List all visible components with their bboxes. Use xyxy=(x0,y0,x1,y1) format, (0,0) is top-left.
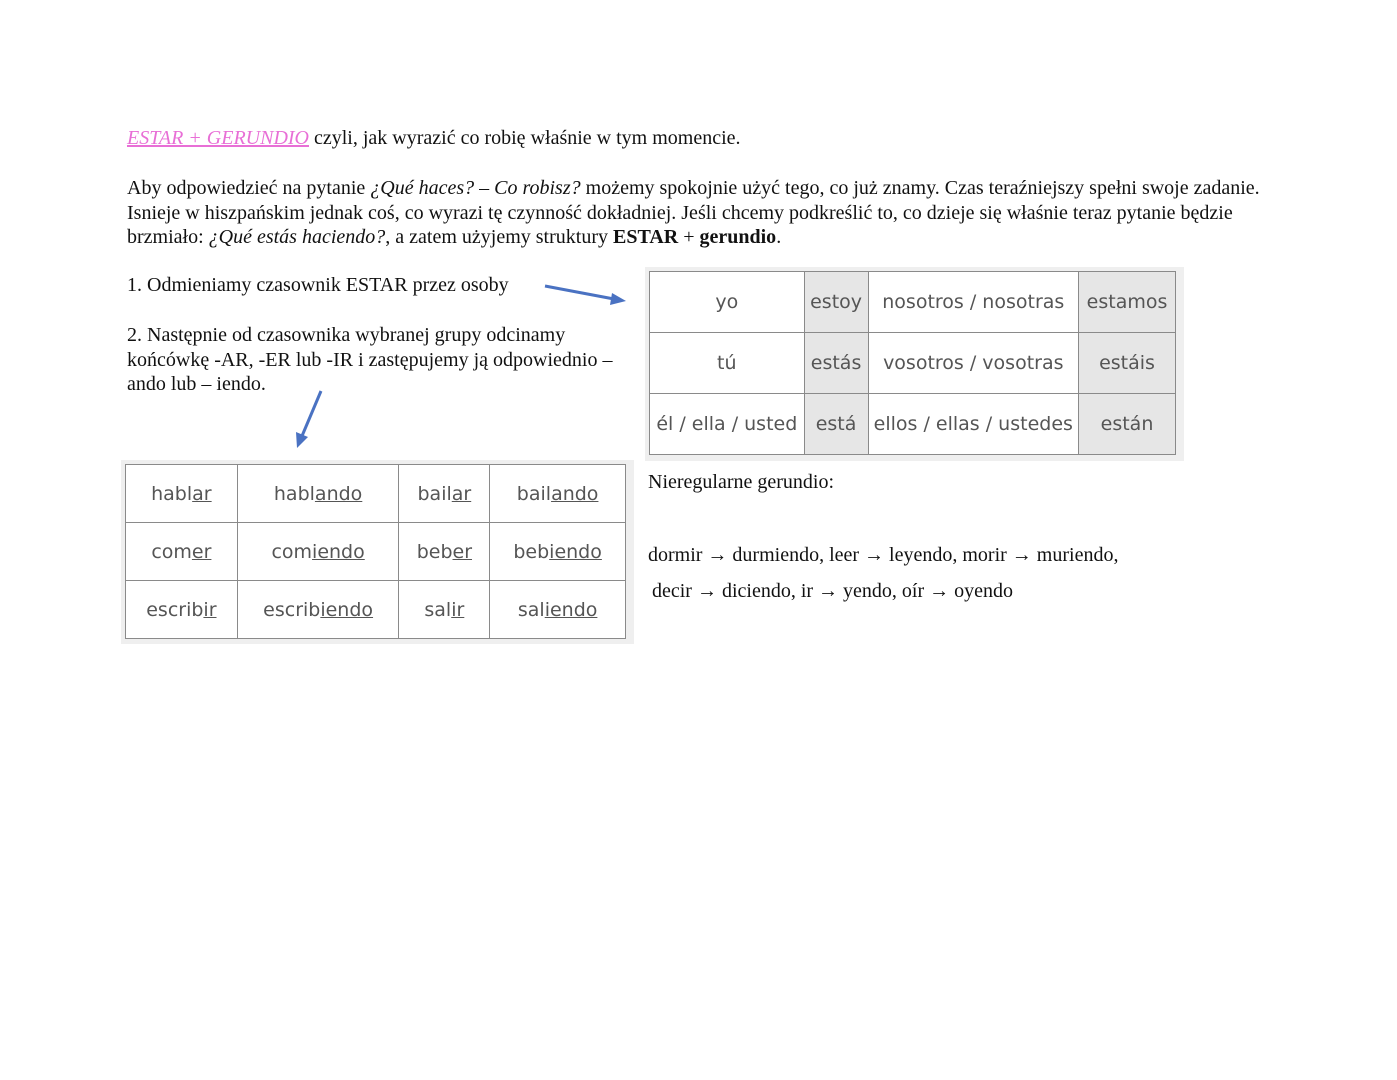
verb-stem: escrib xyxy=(263,598,321,621)
form-plural-cell: estáis xyxy=(1079,333,1176,394)
verb-ending: er xyxy=(191,540,212,563)
gerund-cell xyxy=(237,465,399,523)
pronoun-plural-cell: vosotros / vosotras xyxy=(868,333,1078,394)
intro-text-3: , a zatem użyjemy struktury xyxy=(385,226,613,248)
step-2: 2. Następnie od czasownika wybranej grupy odcinamy końcówkę -AR, -ER lub -IR i zastępujemy ją odpowiednio – ando lub – iendo. xyxy=(127,324,613,395)
irregular-line-1: dormir → durmiendo, leer → leyendo, morir → muriendo, xyxy=(648,544,1119,566)
estar-conjugation-table xyxy=(645,267,1184,461)
verb-ending: ir xyxy=(203,598,217,621)
verb-ending: iendo xyxy=(320,598,374,621)
question-2: ¿Qué estás haciendo? xyxy=(208,226,386,248)
verb-stem: habl xyxy=(151,482,193,505)
gerund-verbs-table xyxy=(121,460,634,644)
verb-stem: com xyxy=(151,540,192,563)
verb-stem: habl xyxy=(273,482,315,505)
gerund-cell xyxy=(237,581,399,639)
gerund-cell xyxy=(490,581,626,639)
infinitive-cell xyxy=(126,523,238,581)
verb-stem: beb xyxy=(513,540,550,563)
infinitive-cell xyxy=(126,465,238,523)
gerund-cell xyxy=(490,465,626,523)
infinitive-cell xyxy=(399,523,490,581)
irregular-title: Nieregularne gerundio: xyxy=(648,471,835,493)
bold-estar: ESTAR xyxy=(613,226,679,248)
verb-stem: beb xyxy=(416,540,453,563)
form-singular-cell: estoy xyxy=(804,272,868,333)
verb-ending: ando xyxy=(551,482,599,505)
verb-row xyxy=(126,581,626,639)
intro-text-5: . xyxy=(776,226,782,248)
intro-paragraph xyxy=(127,176,1277,250)
arrow-down-icon xyxy=(290,386,330,452)
form-plural-cell: están xyxy=(1079,394,1176,455)
question-1: ¿Qué haces? – Co robisz? xyxy=(370,177,581,199)
verb-stem: bail xyxy=(417,482,452,505)
irregular-line-2: decir → diciendo, ir → yendo, oír → oyendo xyxy=(652,580,1014,602)
verb-ending: iendo xyxy=(544,598,598,621)
conjugation-row xyxy=(650,272,1176,333)
verb-stem: sal xyxy=(424,598,452,621)
pronoun-singular-cell: tú xyxy=(650,333,805,394)
pronoun-plural-cell: ellos / ellas / ustedes xyxy=(868,394,1078,455)
title-link[interactable]: ESTAR + GERUNDIO xyxy=(127,127,309,149)
pronoun-plural-cell: nosotros / nosotras xyxy=(868,272,1078,333)
verb-stem: escrib xyxy=(146,598,204,621)
verb-stem: sal xyxy=(517,598,545,621)
gerund-cell xyxy=(490,523,626,581)
verb-ending: ando xyxy=(314,482,363,505)
verb-row xyxy=(126,465,626,523)
conjugation-row xyxy=(650,394,1176,455)
pronoun-singular-cell: él / ella / usted xyxy=(650,394,805,455)
form-singular-cell: estás xyxy=(804,333,868,394)
conjugation-row xyxy=(650,333,1176,394)
intro-text-2: możemy spokojnie użyć tego, co już znamy. Czas teraźniejszy spełni swoje zadanie. Isnieje w hiszpańskim jednak coś, co wyrazi tę czynność dokładniej. Jeśli chcemy podkreślić to, co dzieje się właśnie teraz pytanie będzie brzmiało: xyxy=(127,177,1260,248)
arrow-right-icon xyxy=(540,280,630,310)
step-1: 1. Odmieniamy czasownik ESTAR przez osoby xyxy=(127,274,509,296)
verb-stem: bail xyxy=(516,482,552,505)
verb-ending: ir xyxy=(451,598,465,621)
page-title xyxy=(127,127,741,150)
verb-ending: ar xyxy=(451,482,472,505)
infinitive-cell xyxy=(126,581,238,639)
infinitive-cell xyxy=(399,581,490,639)
verb-ending: iendo xyxy=(312,540,365,563)
verb-row xyxy=(126,523,626,581)
verb-ending: ar xyxy=(192,482,212,505)
verb-ending: er xyxy=(452,540,473,563)
pronoun-singular-cell: yo xyxy=(650,272,805,333)
infinitive-cell xyxy=(399,465,490,523)
title-text: czyli, jak wyrazić co robię właśnie w tym momencie. xyxy=(309,127,741,149)
gerund-cell xyxy=(237,523,399,581)
verb-stem: com xyxy=(271,540,313,563)
bold-gerundio: gerundio xyxy=(699,226,777,248)
verb-ending: iendo xyxy=(549,540,602,563)
intro-text-4: + xyxy=(678,226,700,248)
form-plural-cell: estamos xyxy=(1079,272,1176,333)
form-singular-cell: está xyxy=(804,394,868,455)
intro-text-1: Aby odpowiedzieć na pytanie xyxy=(127,177,371,199)
